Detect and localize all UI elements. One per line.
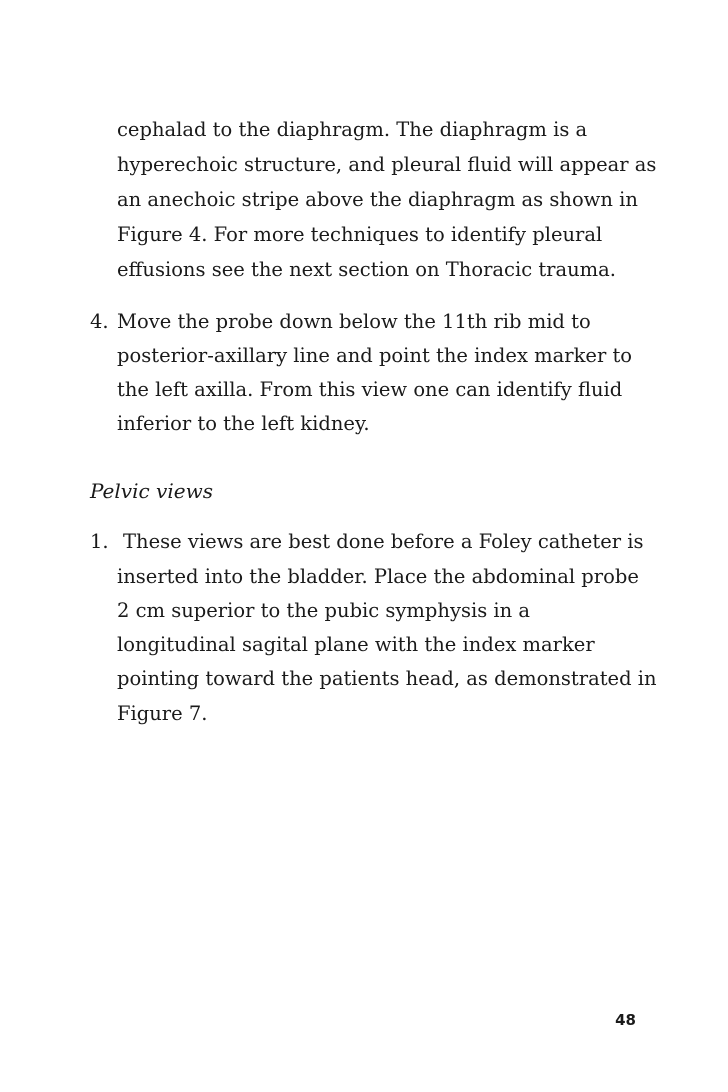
paragraph-line: These views are best done before a Foley catheter is bbox=[123, 530, 644, 553]
section-heading: Pelvic views bbox=[90, 479, 213, 503]
paragraph-line: Figure 4. For more techniques to identify pleural bbox=[117, 223, 603, 246]
paragraph-line: 2 cm superior to the pubic symphysis in a bbox=[117, 599, 531, 622]
list-marker: 4. bbox=[90, 310, 109, 333]
paragraph-line: the left axilla. From this view one can identify fluid bbox=[117, 378, 623, 401]
paragraph-line: hyperechoic structure, and pleural fluid will appear as bbox=[117, 153, 657, 176]
paragraph-line: Move the probe down below the 11th rib mid to bbox=[117, 310, 591, 333]
paragraph-line: pointing toward the patients head, as demonstrated in bbox=[117, 667, 657, 690]
page-number: 48 bbox=[615, 1011, 636, 1029]
paragraph-line: effusions see the next section on Thoracic trauma. bbox=[117, 258, 616, 281]
list-marker: 1. bbox=[90, 530, 109, 553]
paragraph-line: cephalad to the diaphragm. The diaphragm is a bbox=[117, 118, 588, 141]
paragraph-line: Figure 7. bbox=[117, 702, 208, 725]
paragraph-line: inferior to the left kidney. bbox=[117, 412, 370, 435]
paragraph-line: posterior-axillary line and point the index marker to bbox=[117, 344, 633, 367]
paragraph-line: inserted into the bladder. Place the abdominal probe bbox=[117, 565, 639, 588]
paragraph-line: longitudinal sagital plane with the index marker bbox=[117, 633, 595, 656]
paragraph-line: an anechoic stripe above the diaphragm as shown in bbox=[117, 188, 638, 211]
